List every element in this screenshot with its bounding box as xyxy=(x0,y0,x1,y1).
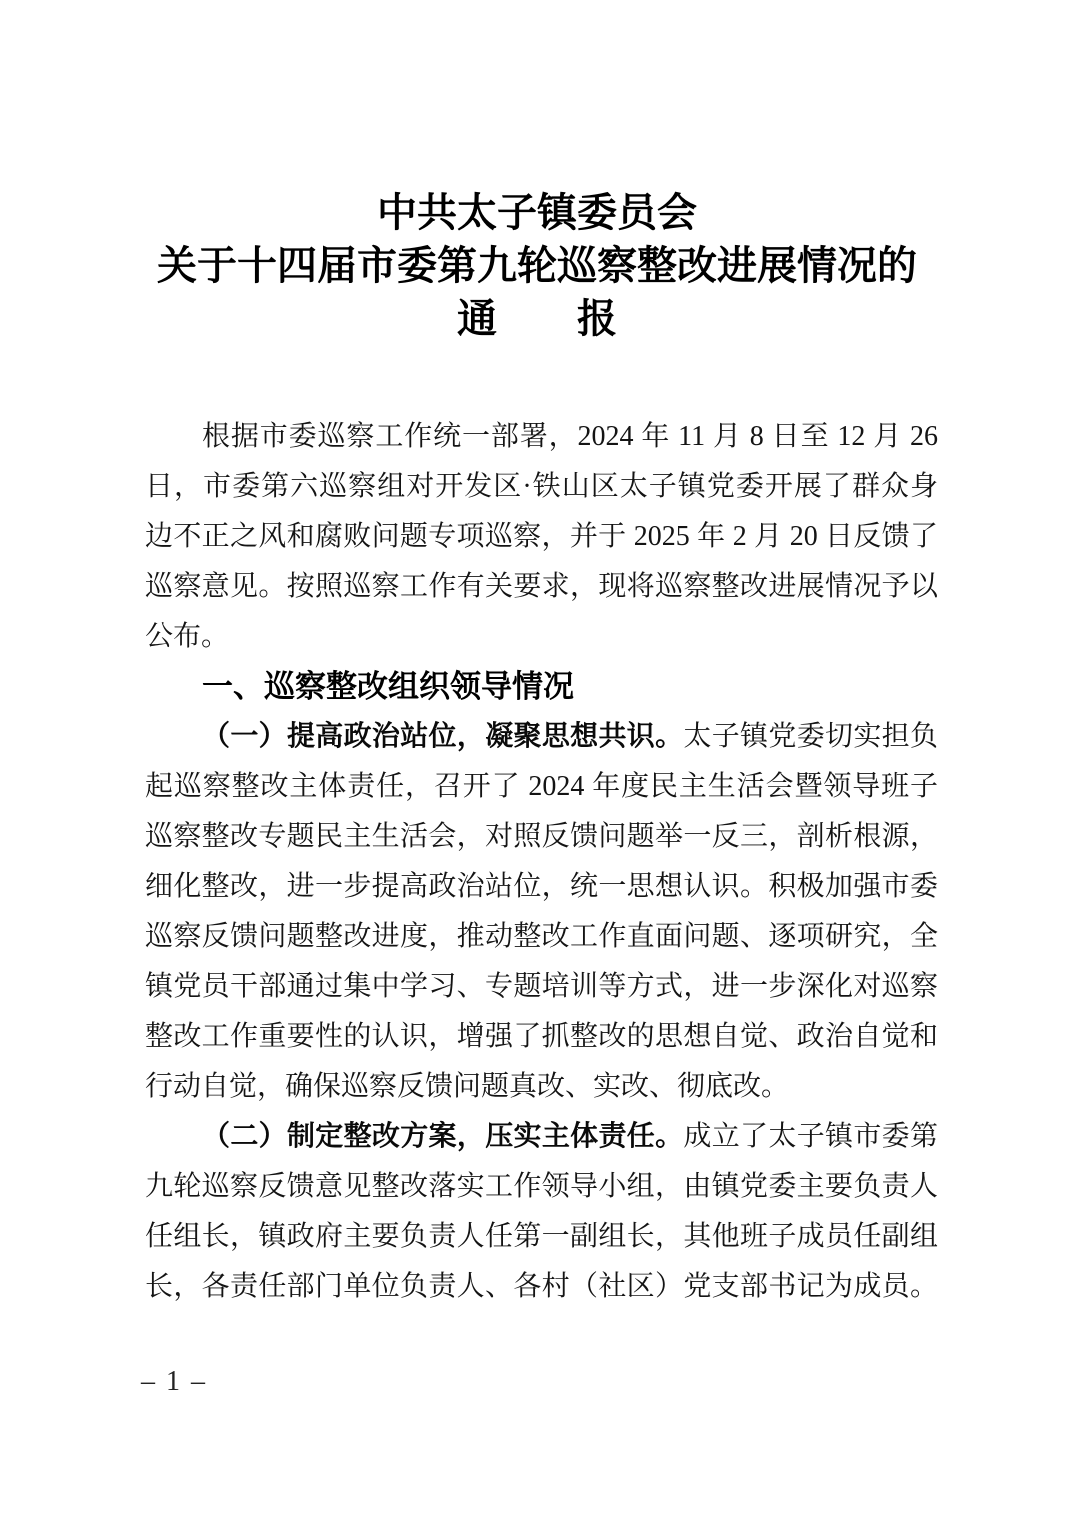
line-text: 日，市委第六巡察组对开发区·铁山区太子镇党委开展了群众身 xyxy=(145,471,938,502)
text-line xyxy=(145,762,938,812)
page-number: – 1 – xyxy=(141,1366,207,1397)
lead-in-emphasis: （一）提高政治站位，凝聚思想共识。 xyxy=(202,721,684,752)
lead-in-emphasis: （二）制定整改方案，压实主体责任。 xyxy=(202,1121,684,1152)
text-line xyxy=(145,612,938,662)
text-line xyxy=(145,1012,938,1062)
line-text: 任组长，镇政府主要负责人任第一副组长，其他班子成员任副组 xyxy=(145,1221,938,1252)
text-line xyxy=(145,562,938,612)
text-line xyxy=(145,512,938,562)
text-line xyxy=(145,1212,938,1262)
line-text: 一、巡察整改组织领导情况 xyxy=(202,669,574,704)
line-text: 巡察反馈问题整改进度，推动整改工作直面问题、逐项研究，全 xyxy=(145,921,938,952)
text-line xyxy=(145,912,938,962)
line-text: 起巡察整改主体责任，召开了 2024 年度民主生活会暨领导班子 xyxy=(145,771,938,802)
document-title-line-2: 关于十四届市委第九轮巡察整改进展情况的 xyxy=(157,243,917,288)
document-title xyxy=(0,186,1074,345)
text-line xyxy=(145,712,938,762)
text-line xyxy=(145,1062,938,1112)
line-text: 细化整改，进一步提高政治站位，统一思想认识。积极加强市委 xyxy=(145,871,938,902)
text-line xyxy=(145,462,938,512)
line-text: 根据市委巡察工作统一部署，2024 年 11 月 8 日至 12 月 26 xyxy=(202,421,938,452)
line-text: 成立了太子镇市委第 xyxy=(683,1121,938,1152)
text-line xyxy=(145,412,938,462)
document-title-line-3: 通 报 xyxy=(457,296,617,341)
line-text: 九轮巡察反馈意见整改落实工作领导小组，由镇党委主要负责人 xyxy=(145,1171,938,1202)
line-text: 长，各责任部门单位负责人、各村（社区）党支部书记为成员。 xyxy=(145,1271,938,1302)
line-text: 整改工作重要性的认识，增强了抓整改的思想自觉、政治自觉和 xyxy=(145,1021,938,1052)
text-line xyxy=(145,1162,938,1212)
document-title-line-1: 中共太子镇委员会 xyxy=(377,190,697,235)
text-line xyxy=(145,812,938,862)
line-text: 公布。 xyxy=(145,621,230,652)
document-body xyxy=(145,412,938,1312)
line-text: 太子镇党委切实担负 xyxy=(683,721,938,752)
text-line xyxy=(145,862,938,912)
line-text: 巡察整改专题民主生活会，对照反馈问题举一反三，剖析根源， xyxy=(145,821,938,852)
line-text: 边不正之风和腐败问题专项巡察，并于 2025 年 2 月 20 日反馈了 xyxy=(145,521,938,552)
line-text: 巡察意见。按照巡察工作有关要求，现将巡察整改进展情况予以 xyxy=(145,571,938,602)
text-line xyxy=(145,662,938,712)
line-text: 行动自觉，确保巡察反馈问题真改、实改、彻底改。 xyxy=(145,1071,790,1102)
text-line xyxy=(145,962,938,1012)
line-text: 镇党员干部通过集中学习、专题培训等方式，进一步深化对巡察 xyxy=(145,971,938,1002)
text-line xyxy=(145,1112,938,1162)
text-line xyxy=(145,1262,938,1312)
